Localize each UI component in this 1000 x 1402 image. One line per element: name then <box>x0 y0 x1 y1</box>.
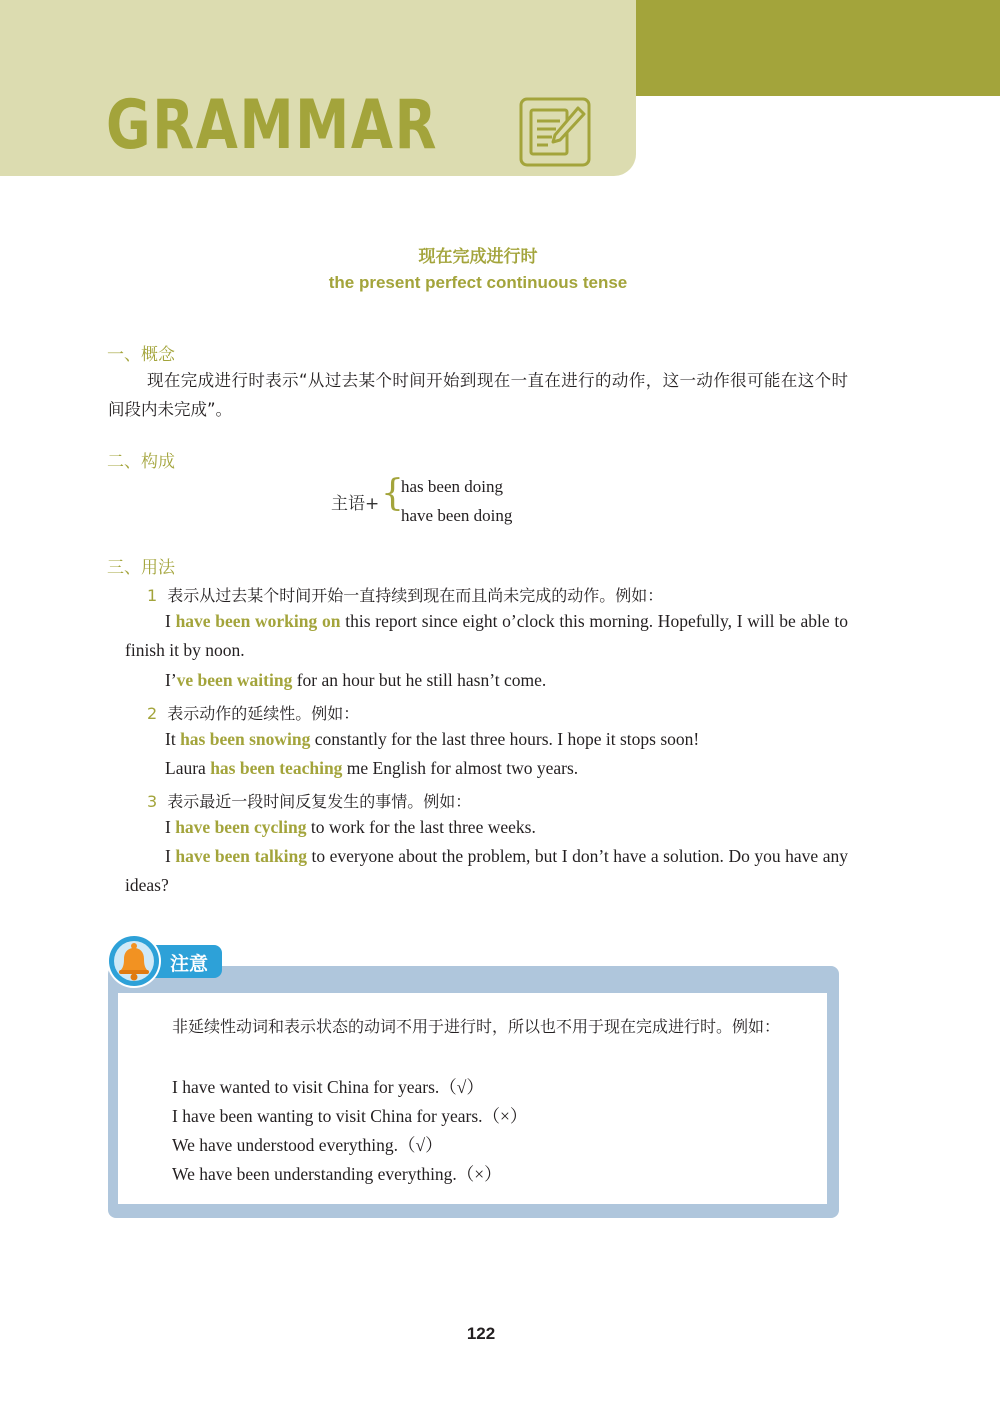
formula-subject: 主语+ <box>331 494 380 514</box>
note-example: I have wanted to visit China for years.（√） <box>172 1077 484 1097</box>
example-sentence: I have been working on this report since eight o’clock this morning. Hopefully, I will be able to finish it by noon. <box>125 611 848 660</box>
note-example: We have understood everything.（√） <box>172 1135 443 1155</box>
example-sentence: It has been snowing constantly for the last three hours. I hope it stops soon! <box>165 729 700 749</box>
highlighted-verb: have been talking <box>175 846 307 866</box>
formula-brace: { <box>381 473 404 514</box>
highlighted-verb: has been snowing <box>180 729 311 749</box>
example-sentence: I have been cycling to work for the last three weeks. <box>165 817 536 837</box>
usage-item-number: 1 <box>147 586 158 605</box>
note-label: 注意 <box>170 953 209 975</box>
usage-item-heading <box>147 789 471 812</box>
header-accent-bar <box>636 0 1000 96</box>
example-sentence: I have been talking to everyone about the problem, but I don’t have a solution. Do you have any ideas? <box>125 846 848 895</box>
example-sentence: I’ve been waiting for an hour but he still hasn’t come. <box>165 670 547 690</box>
highlighted-verb: have been cycling <box>175 817 307 837</box>
bell-icon <box>106 933 162 989</box>
concept-text: 现在完成进行时表示“从过去某个时间开始到现在一直在进行的动作，这一动作很可能在这个时间段内未完成”。 <box>108 371 848 419</box>
formula-form: have been doing <box>401 506 513 525</box>
note-text: 非延续性动词和表示状态的动词不用于进行时，所以也不用于现在完成进行时。例如： <box>172 1017 781 1036</box>
note-example: I have been wanting to visit China for years.（×） <box>172 1106 528 1126</box>
section-title-usage: 三、用法 <box>107 558 175 578</box>
usage-item-number: 3 <box>147 792 158 811</box>
usage-item-heading <box>147 701 359 724</box>
example-sentence: Laura has been teaching me English for almost two years. <box>165 758 579 778</box>
page-title-cn: 现在完成进行时 <box>418 247 538 267</box>
highlighted-verb: ve been waiting <box>176 670 293 690</box>
highlighted-verb: have been working on <box>175 611 341 631</box>
usage-item-number: 2 <box>147 704 158 723</box>
usage-item-desc: 表示从过去某个时间开始一直持续到现在而且尚未完成的动作。例如： <box>167 586 664 605</box>
usage-item-desc: 表示最近一段时间反复发生的事情。例如： <box>167 792 472 811</box>
notepad-pencil-icon <box>518 96 592 168</box>
section-title-concept: 一、概念 <box>107 345 175 365</box>
note-example: We have been understanding everything.（×） <box>172 1164 502 1184</box>
header-title: GRAMMAR <box>106 86 439 165</box>
highlighted-verb: has been teaching <box>210 758 343 778</box>
usage-item-desc: 表示动作的延续性。例如： <box>167 704 360 723</box>
formula-form: has been doing <box>401 477 503 496</box>
page-title-en: the present perfect continuous tense <box>328 273 628 292</box>
usage-item-heading <box>147 583 663 606</box>
section-title-structure: 二、构成 <box>107 452 175 472</box>
page-number: 122 <box>466 1324 496 1343</box>
